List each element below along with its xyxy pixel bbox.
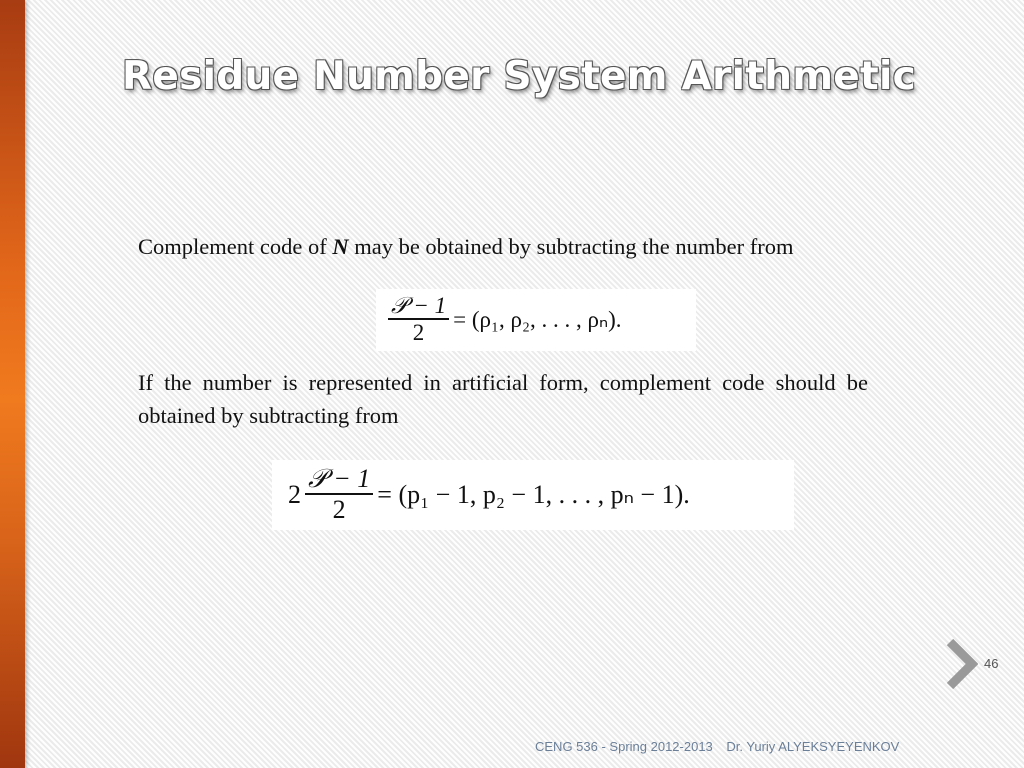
fraction <box>305 465 373 525</box>
slide-page-number: 46 <box>984 656 999 671</box>
accent-sidebar-bar <box>0 0 25 768</box>
slide-footer <box>535 739 899 754</box>
paragraph-artificial-form: If the number is represented in artificial form, complement code should be obtained by subtracting from <box>138 370 868 428</box>
fraction-denominator: 2 <box>332 495 346 525</box>
fraction-denominator: 2 <box>412 320 425 346</box>
formula-complement-natural <box>376 289 696 351</box>
fraction-numerator: 𝒫 − 1 <box>388 293 449 320</box>
paragraph-complement-code <box>138 230 868 263</box>
paragraph-text-before: Complement code of <box>138 234 333 259</box>
fraction-numerator: 𝒫 − 1 <box>305 465 373 496</box>
formula-rhs: = (p₁ − 1, p₂ − 1, . . . , pₙ − 1). <box>377 480 690 509</box>
fraction <box>388 293 449 347</box>
formula-coefficient: 2 <box>288 480 301 509</box>
paragraph-text-after: may be obtained by subtracting the number from <box>348 234 794 259</box>
chevron-right-icon[interactable] <box>944 638 978 690</box>
footer-author: Dr. Yuriy ALYEKSYEYENKOV <box>726 739 900 754</box>
variable-n: N <box>332 234 349 259</box>
formula-rhs: = (ρ₁, ρ₂, . . . , ρₙ). <box>453 307 622 332</box>
footer-course: CENG 536 - Spring 2012-2013 <box>535 739 713 754</box>
formula-complement-artificial <box>272 460 794 530</box>
slide-title: Residue Number System Arithmetic <box>122 54 917 99</box>
